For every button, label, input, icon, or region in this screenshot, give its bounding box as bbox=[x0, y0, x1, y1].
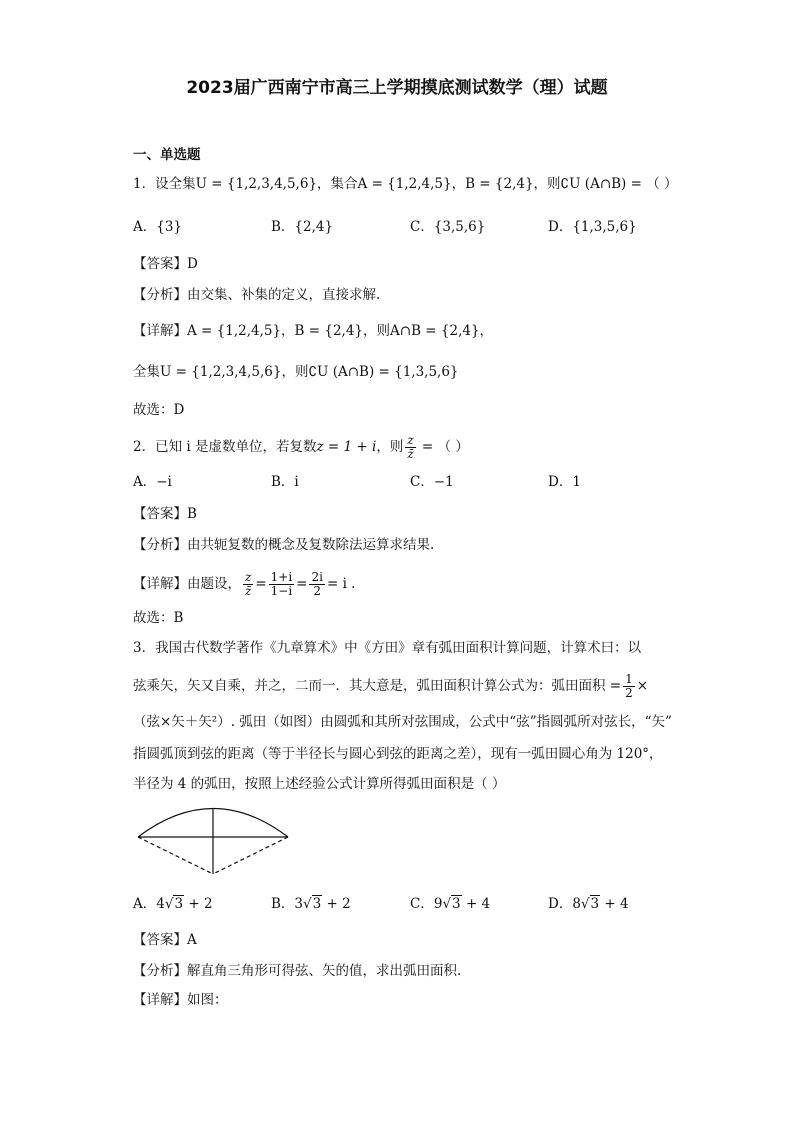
q1-answer bbox=[133, 255, 198, 273]
q1-stem: 1．设全集U = {1,2,3,4,5,6}，集合A = {1,2,4,5}，B = {2,4}，则∁U (A∩B) = （ ） bbox=[133, 176, 678, 192]
q1-option-d: D．{1,3,5,6} bbox=[548, 219, 637, 235]
option-coef: 4 bbox=[156, 896, 165, 912]
option-letter: C． bbox=[410, 896, 434, 912]
fraction-z-over-zbar bbox=[243, 571, 253, 598]
analysis-text: 由共轭复数的概念及复数除法运算求结果. bbox=[187, 537, 435, 553]
q2-detail bbox=[133, 571, 355, 598]
q3-option-d: D．8√3 + 4 bbox=[548, 896, 629, 912]
option-tail: + 2 bbox=[326, 896, 351, 912]
option-radicand: 3 bbox=[312, 896, 322, 912]
q3-line5: 半径为 4 的弧田，按照上述经验公式计算所得弧田面积是（ ） bbox=[133, 776, 506, 792]
answer-value: B bbox=[187, 506, 197, 522]
frac-denominator: 2 bbox=[313, 584, 322, 598]
section-heading: 一、单选题 bbox=[133, 147, 201, 163]
fraction-quotient bbox=[269, 571, 295, 598]
frac-numerator: z bbox=[245, 570, 252, 584]
equals-sign: = bbox=[296, 576, 308, 592]
arc-field-figure bbox=[133, 800, 303, 878]
frac-numerator: 1+i bbox=[270, 570, 293, 584]
option-letter: B． bbox=[271, 896, 295, 912]
detail-result: = i . bbox=[326, 576, 356, 592]
option-tail: + 2 bbox=[188, 896, 213, 912]
q2-analysis bbox=[133, 536, 434, 554]
q3-line4: 指圆弧顶到弦的距离（等于半径长与圆心到弦的距离之差），现有一弧田圆心角为 120°， bbox=[133, 746, 663, 762]
fraction-one-half bbox=[623, 673, 635, 700]
answer-tag: 【答案】 bbox=[133, 932, 187, 948]
answer-value: D bbox=[187, 256, 198, 272]
q2-option-d: D．1 bbox=[548, 474, 581, 490]
equals-sign: = bbox=[255, 576, 267, 592]
page-title: 2023届广西南宁市高三上学期摸底测试数学（理）试题 bbox=[186, 78, 608, 98]
q1-conclusion: 故选：D bbox=[133, 402, 185, 418]
q3-option-c: C．9√3 + 4 bbox=[410, 896, 491, 912]
q1-option-a: A．{3} bbox=[133, 219, 183, 235]
q2-stem-c: ，则 bbox=[376, 439, 404, 455]
analysis-text: 由交集、补集的定义，直接求解. bbox=[187, 287, 381, 303]
option-letter: A． bbox=[133, 896, 157, 912]
q2-stem bbox=[133, 434, 469, 461]
q3-line3: （弦×矢＋矢²）. 弧田（如图）由圆弧和其所对弦围成，公式中“弦”指圆弧所对弦长，“矢” bbox=[133, 714, 672, 730]
q1-option-c: C．{3,5,6} bbox=[410, 219, 486, 235]
option-tail: + 4 bbox=[465, 896, 491, 912]
answer-value: A bbox=[187, 932, 197, 948]
q3-analysis bbox=[133, 962, 461, 980]
q2-option-a: A．−i bbox=[133, 474, 172, 490]
q2-option-c: C．−1 bbox=[410, 474, 454, 490]
option-coef: 3 bbox=[294, 896, 304, 912]
times-sign: × bbox=[636, 678, 649, 694]
q2-answer bbox=[133, 505, 197, 523]
q3-option-a: A．4√3 + 2 bbox=[133, 896, 213, 912]
q2-option-b: B．i bbox=[271, 474, 299, 490]
option-tail: + 4 bbox=[604, 896, 629, 912]
q3-line2 bbox=[133, 673, 648, 700]
detail-tag: 【详解】 bbox=[133, 576, 187, 592]
q1-detail bbox=[133, 322, 493, 340]
analysis-tag: 【分析】 bbox=[133, 963, 187, 979]
frac-denominator: 1−i bbox=[270, 584, 293, 598]
detail-text: 由题设， bbox=[187, 576, 241, 592]
q2-stem-b: z = 1 + i bbox=[316, 439, 377, 455]
frac-denominator: z̄ bbox=[245, 584, 252, 598]
option-radicand: 3 bbox=[590, 896, 600, 912]
q3-line2-text: 弦乘矢，矢又自乘，并之，二而一．其大意是，弧田面积计算公式为：弧田面积 = bbox=[133, 678, 622, 694]
q3-option-b: B．3√3 + 2 bbox=[271, 896, 351, 912]
q2-conclusion: 故选：B bbox=[133, 610, 184, 626]
frac-numerator: 2i bbox=[311, 570, 323, 584]
option-radicand: 3 bbox=[452, 896, 461, 912]
q3-line1: 3．我国古代数学著作《九章算术》中《方田》章有弧田面积计算问题，计算术曰：以 bbox=[133, 640, 642, 656]
frac-denominator: 2 bbox=[625, 686, 633, 700]
fraction-2i-over-2 bbox=[309, 571, 324, 598]
option-letter: D． bbox=[548, 896, 573, 912]
answer-tag: 【答案】 bbox=[133, 506, 187, 522]
q1-detail-line2: 全集U = {1,2,3,4,5,6}，则∁U (A∩B) = {1,3,5,6} bbox=[133, 364, 459, 380]
radius-left-dashed bbox=[138, 837, 213, 874]
detail-text: 如图： bbox=[187, 992, 228, 1008]
q1-option-b: B．{2,4} bbox=[271, 219, 334, 235]
q3-detail bbox=[133, 991, 228, 1009]
frac-denominator: z̄ bbox=[407, 447, 414, 461]
analysis-text: 解直角三角形可得弦、矢的值，求出弧田面积. bbox=[187, 963, 462, 979]
q2-stem-d: = （ ） bbox=[417, 439, 469, 455]
q3-answer bbox=[133, 931, 197, 949]
answer-tag: 【答案】 bbox=[133, 256, 187, 272]
frac-numerator: 1 bbox=[625, 672, 633, 686]
option-coef: 8 bbox=[572, 896, 581, 912]
radius-right-dashed bbox=[213, 837, 288, 874]
frac-numerator: z bbox=[407, 433, 414, 447]
analysis-tag: 【分析】 bbox=[133, 537, 187, 553]
q2-stem-a: 2．已知 i 是虚数单位，若复数 bbox=[133, 439, 317, 455]
detail-tag: 【详解】 bbox=[133, 323, 187, 339]
detail-tag: 【详解】 bbox=[133, 992, 187, 1008]
option-radicand: 3 bbox=[174, 896, 184, 912]
analysis-tag: 【分析】 bbox=[133, 287, 187, 303]
option-coef: 9 bbox=[433, 896, 443, 912]
detail-text: A = {1,2,4,5}，B = {2,4}，则A∩B = {2,4}， bbox=[187, 323, 494, 339]
q1-analysis bbox=[133, 286, 380, 304]
q2-fraction bbox=[405, 434, 415, 461]
